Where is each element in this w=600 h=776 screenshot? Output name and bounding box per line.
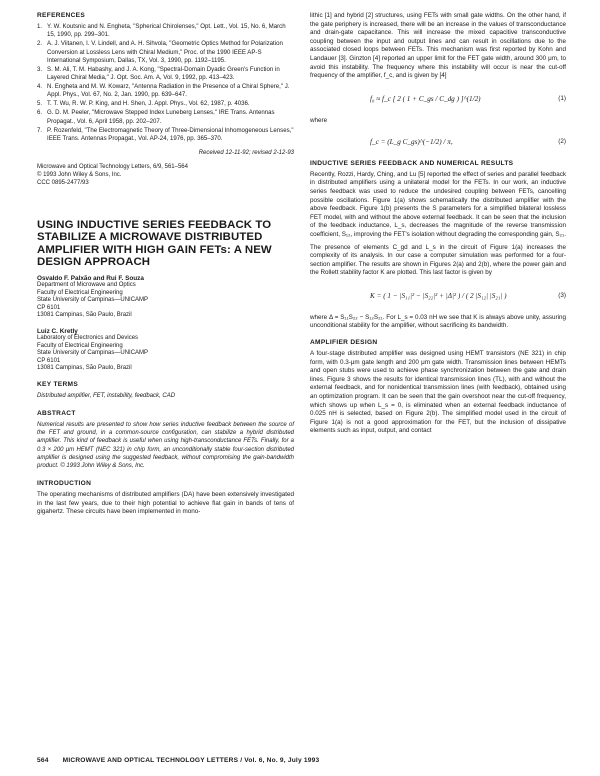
right-column (310, 12, 566, 440)
journal-info: Microwave and Optical Technology Letters, 6/9, 561–564 © 1993 John Wiley & Sons, Inc. CCC 0895-2477/93 (37, 164, 188, 187)
paragraph: where Δ = S₁₁S₂₂ − S₁₂S₂₁. For L_s = 0.03 nH we see that K is always above unity, assuring unconditional stability for the amplifier, without sacrificing its bandwidth. (310, 313, 566, 330)
reference-text: P. Rozenfeld, "The Electromagnetic Theory of Three-Dimensional Inhomogeneous Lenses," IEEE Trans. Antennas Propagat., Vol. AP-24, 1976, pp. 365–370. (47, 126, 294, 142)
article-title: USING INDUCTIVE SERIES FEEDBACK TO STABILIZE A MICROWAVE DISTRIBUTED AMPLIFIER WITH HIGH GAIN FETs: A NEW DESIGN APPROACH (37, 219, 272, 268)
author-affiliation: Department of Microwave and Optics Faculty of Electrical Engineering State University of Campinas—UNICAMP CP 6101 13081 Campinas, São Paulo, Brazil (37, 282, 149, 319)
abstract-heading: ABSTRACT (37, 410, 76, 418)
reference-item: 5. T. T. Wu, R. W. P. King, and H. Shen, J. Appl. Phys., Vol. 62, 1987, p. 4036. (37, 100, 294, 108)
introduction-heading: INTRODUCTION (37, 480, 92, 488)
reference-text: N. Engheta and M. W. Kowarz, "Antenna Radiation in the Presence of a Chiral Sphere," J. Appl. Phys., Vol. 67, No. 2, Jan. 1990, pp. 639–647. (47, 83, 290, 99)
key-terms-heading: KEY TERMS (37, 381, 79, 389)
reference-item: 1. Y. W. Koutsnic and N. Engheta, "Spherical Chirolenses," Opt. Lett., Vol. 15, No. 6, March 15, 1990, pp. 299–301. (37, 23, 294, 40)
equation-3 (310, 292, 566, 300)
page-number: 564 (37, 757, 49, 764)
reference-text: T. T. Wu, R. W. P. King, and H. Shen, J. Appl. Phys., Vol. 62, 1987, p. 4036. (47, 100, 250, 108)
paragraph: Recently, Rozzi, Hardy, Ching, and Lu [5] reported the effect of series and parallel feedback in distributed amplifiers using a unilateral model for the FETs. In our work, an inductive series feedback was used to reduce the undesired coupling between FETs, cancelling possible oscillations. Figure 1(a) shows schematically the distributed amplifier with the above feedback. Figure 1(b) presents the S parameters for a simplified bilateral lossless FET model, with and without the above external feedback. It can be seen that the inclusion of the feedback inductance, L_s, decreases the magnitude of the reverse transmission coefficient, S₁₂, improving the FET's isolation without degrading the corresponding gain, S₂₁. (310, 170, 566, 238)
reference-text: S. M. Ali, T. M. Habashy, and J. A. Kong, "Spectral-Domain Dyadic Green's Function in Layered Chiral Media," J. Opt. Soc. Am. A, Vol. 9, 1992, pp. 413–423. (47, 65, 280, 82)
received-dates: Received 12-11-92; revised 2-12-93 (198, 150, 294, 157)
reference-item: 7. P. Rozenfeld, "The Electromagnetic Theory of Three-Dimensional Inhomogeneous Lenses," IEEE Trans. Antennas Propagat., Vol. AP-24, 1976, pp. 365–370. (37, 126, 294, 142)
reference-item: 2. A. J. Viitanen, I. V. Lindell, and A. H. Sihvola, "Geometric Optics Method for Polarization Conversion at Lossless Lens with Chiral Medium," Proc. of the 1990 IEEE AP-S International Symposium, Dallas, TX, Vol. 3, 1990, pp. 1192–1195. (37, 40, 294, 65)
reference-item: 4. N. Engheta and M. W. Kowarz, "Antenna Radiation in the Presence of a Chiral Sphere," J. Appl. Phys., Vol. 67, No. 2, Jan. 1990, pp. 639–647. (37, 83, 294, 100)
amplifier-design-heading: AMPLIFIER DESIGN (310, 339, 378, 347)
equation-2 (310, 138, 566, 146)
equation-expression: f_c = (L_g C_gs)^(−1/2) / π, (370, 137, 453, 146)
references-heading: REFERENCES (37, 12, 86, 19)
author-affiliation: Laboratory of Electronics and Devices Faculty of Electrical Engineering State University of Campinas—UNICAMP CP 6101 13081 Campinas, São Paulo, Brazil (37, 335, 149, 372)
equation-expression: K = ( 1 − |S₁₁|² − |S₂₂|² + |Δ|² ) / ( 2 |S₁₂| |S₂₁| ) (370, 291, 507, 300)
author-names: Luiz C. Kretly (37, 328, 78, 336)
equation-number: (2) (558, 138, 566, 146)
reference-text: Y. W. Koutsnic and N. Engheta, "Spherical Chirolenses," Opt. Lett., Vol. 15, No. 6, March 15, 1990, pp. 299–301. (47, 23, 286, 39)
reference-item: 6. G. D. M. Peeler, "Microwave Stepped Index Luneberg Lenses," IRE Trans. Antennas Propagat., Vol. 6, April 1958, pp. 202–207. (37, 109, 294, 126)
page-footer (37, 757, 566, 764)
equation-number: (3) (558, 292, 566, 300)
paragraph: The presence of elements C_gd and L_s in the circuit of Figure 1(a) increases the complexity of its analysis. In our case a computer simulation was performed for a four-section amplifier. The results are shown in Figures 2(a) and 2(b), where the power gain and the Rollett stability factor K are plotted. This last factor is given by (310, 243, 566, 277)
feedback-section-heading: INDUCTIVE SERIES FEEDBACK AND NUMERICAL RESULTS (310, 159, 514, 167)
reference-item: 3. S. M. Ali, T. M. Habashy, and J. A. Kong, "Spectral-Domain Dyadic Green's Function in Layered Chiral Media," J. Opt. Soc. Am. A, Vol. 9, 1992, pp. 413–423. (37, 66, 294, 83)
paragraph: lithic [1] and hybrid [2] structures, using FETs with small gate widths. On the other hand, if the gate periphery is increased, there will be an increase in the values of transconductance and drain-gate capacitance. This will increase the mixed capacitive transconductive coupling between the input and output lines and can result in oscillations due to the associated closed loops between FETs. This mechanism was first reported by Kohn and Landauer [3]. Ginzton [4] reported an upper limit for the FET gate width, around 300 μm, to avoid this instability. The frequency where this instability will occur is near the cut-off frequency of the amplifier, f_c, and is given by [4] (310, 12, 566, 80)
journal-footer: MICROWAVE AND OPTICAL TECHNOLOGY LETTERS / Vol. 6, No. 9, July 1993 (62, 757, 320, 764)
left-column (37, 12, 294, 521)
abstract-text: Numerical results are presented to show how series inductive feedback between the source of the FET and ground, in a common-source configuration, can stabilize a hybrid distributed amplifier. This kind of feedback is useful when using high-transconductance FETs. Finally, for a 0.3 × 200 μm HEMT (NEC 321) in chip form, an unconditionally stable four-section distributed amplifier is designed using the suggested feedback, without compromising the gain-bandwidth product. © 1993 John Wiley & Sons, Inc. (37, 422, 294, 470)
equation-expression: f₀ ≈ f_c [ 2 ( 1 + C_gs / C_dg ) ]^(1/2) (370, 94, 481, 103)
equation-number: (1) (558, 95, 566, 103)
author-names: Osvaldo F. Palxão and Rui F. Souza (37, 275, 144, 283)
equation-1 (310, 95, 566, 103)
reference-text: G. D. M. Peeler, "Microwave Stepped Index Luneberg Lenses," IRE Trans. Antennas Propagat., Vol. 6, April 1958, pp. 202–207. (47, 109, 275, 125)
paragraph: A four-stage distributed amplifier was designed using HEMT transistors (NE 321) in chip form, with 0.3-μm gate length and 200 μm gate width. Transmission lines between HEMTs and open stubs were used to achieve phase synchronization between the gate and drain lines. Figure 3 shows the results for identical transmission lines (TL), with and without the external feedback, and for nonidentical transmission lines (with feedback), obtained using an optimization program. It can be seen that the gain overshoot near the cut-off frequency, which shows up when L_s = 0, is eliminated when an external feedback inductance of 0.025 nH is selected, based on Figure 2(b). The simplified model used in the circuit of Figure 1(a) is not a good approximation for the FET, but the inclusion of dissipative elements such as input, output, and contact (310, 350, 566, 435)
references-list (37, 23, 294, 143)
reference-text: A. J. Viitanen, I. V. Lindell, and A. H. Sihvola, "Geometric Optics Method for Polarization Conversion at Lossless Lens with Chiral Medium," Proc. of the 1990 IEEE AP-S International Symposium, Dallas, TX, Vol. 3, 1990, pp. 1192–1195. (47, 40, 283, 64)
key-terms: Distributed amplifier, FET, instability, feedback, CAD (37, 393, 176, 400)
where-label: where (310, 116, 328, 124)
introduction-text: The operating mechanisms of distributed amplifiers (DA) have been extensively investigated in the last few years, due to their high potential to achieve flat gain in bands of tens of gigahertz. These circuits have been implemented in mono- (37, 491, 294, 516)
